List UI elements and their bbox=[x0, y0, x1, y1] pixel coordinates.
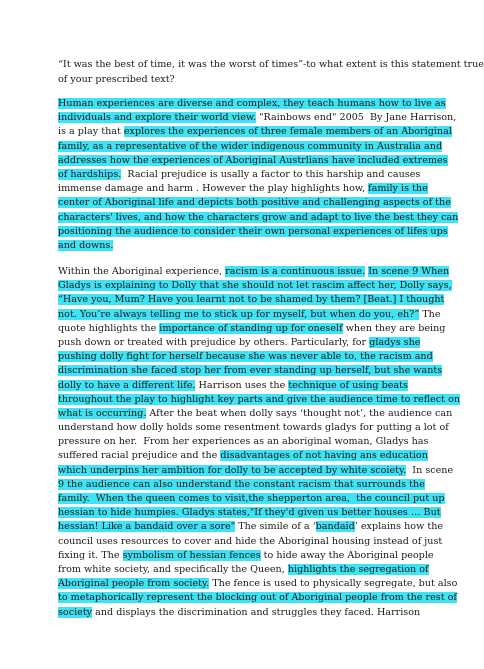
text-segment: of your prescribed text? bbox=[58, 73, 175, 85]
text-line bbox=[58, 293, 445, 307]
text-segment: Harrison uses the bbox=[195, 379, 289, 391]
highlighted-text: pushing dolly fight for herself because she was never able to, the racism and bbox=[58, 351, 433, 363]
text-line bbox=[58, 97, 446, 111]
text-line bbox=[58, 58, 484, 73]
text-line bbox=[58, 563, 438, 577]
highlighted-text: which underpins her ambition for dolly to be accepted by white scoiety. bbox=[58, 464, 407, 476]
text-line bbox=[58, 154, 448, 168]
text-line bbox=[58, 168, 438, 182]
highlighted-text: center of Aboriginal life and depicts both positive and challenging aspects of the bbox=[58, 197, 451, 209]
text-line bbox=[58, 492, 445, 506]
text-line bbox=[58, 308, 441, 322]
highlighted-text: throughout the play to highlight key parts and give the audience time to reflect on bbox=[58, 393, 461, 405]
text-line bbox=[58, 421, 449, 435]
highlighted-text: of hardships. bbox=[58, 168, 122, 180]
essay-paragraph-1 bbox=[58, 97, 459, 253]
highlighted-text: symbolism of hessian fences bbox=[122, 549, 261, 561]
text-segment: The bbox=[419, 308, 441, 320]
essay-question bbox=[58, 58, 484, 87]
text-segment: push down or treated with prejudice by others. Particularly, for bbox=[58, 336, 370, 348]
text-line bbox=[58, 140, 443, 154]
highlighted-text: individuals and explore their world view. bbox=[58, 112, 257, 124]
text-line bbox=[58, 239, 438, 253]
highlighted-text: “Have you, Mum? Have you learnt not to be shamed by them? [Beat.] I thought bbox=[58, 294, 445, 306]
text-segment: immense damage and harm . However the play highlights how, bbox=[58, 183, 369, 195]
text-segment: fixing it. The bbox=[58, 549, 123, 561]
text-segment: "Rainbows end" 2005 By Jane Harrison, bbox=[256, 112, 457, 124]
highlighted-text: what is occurring. bbox=[58, 407, 147, 419]
text-line bbox=[58, 478, 438, 492]
text-line bbox=[58, 73, 438, 88]
highlighted-text: highlights the segregation of bbox=[287, 563, 429, 575]
highlighted-text: technique of using beats bbox=[288, 379, 408, 391]
text-line bbox=[58, 435, 438, 449]
text-segment: is a play that bbox=[58, 126, 124, 138]
highlighted-text: positioning the audience to consider their own personal experiences of lifes ups bbox=[58, 225, 448, 237]
highlighted-text: dolly to have a different life. bbox=[58, 379, 196, 391]
highlighted-text: family. When the queen comes to visit,the shepperton area, the council put up bbox=[58, 493, 445, 504]
text-line bbox=[58, 577, 458, 591]
text-segment: to hide away the Aboriginal people bbox=[260, 549, 434, 561]
highlighted-text: addresses how the experiences of Aboriginal Austrlians have included extremes bbox=[58, 154, 448, 166]
text-segment: “It was the best of time, it was the worst of times”-to what extent is this statement true bbox=[58, 59, 484, 70]
highlighted-text: importance of standing up for oneself bbox=[159, 322, 343, 334]
text-line bbox=[58, 407, 453, 421]
text-line bbox=[58, 393, 461, 407]
text-line bbox=[58, 606, 438, 620]
text-segment: Racial prejudice is usally a factor to this harship and causes bbox=[121, 168, 421, 180]
highlighted-text: Gladys is explaining to Dolly that she should not let rascim affect her, Dolly says, bbox=[58, 280, 452, 292]
text-line bbox=[58, 182, 438, 196]
highlighted-text: family is the bbox=[368, 183, 428, 195]
highlighted-text: hessian! Like a bandaid over a sore" bbox=[58, 521, 236, 533]
text-segment: The fence is used to physically segregate, but also bbox=[209, 578, 458, 590]
highlighted-text: society bbox=[58, 606, 93, 618]
highlighted-text: and downs. bbox=[58, 239, 114, 251]
text-segment: and displays the discrimination and struggles they faced. Harrison bbox=[92, 606, 421, 618]
highlighted-text: 9 the audience can also understand the constant racism that surrounds the bbox=[58, 478, 425, 490]
text-line bbox=[58, 225, 448, 239]
text-line bbox=[58, 364, 443, 378]
text-segment: pressure on her. From her experiences as an aboriginal woman, Gladys has bbox=[58, 436, 429, 448]
text-segment: understand how dolly holds some resentment towards gladys for putting a lot of bbox=[58, 422, 449, 434]
text-line bbox=[58, 535, 443, 549]
text-line bbox=[58, 379, 438, 393]
highlighted-text: Aboriginal people from society. bbox=[58, 578, 210, 590]
highlighted-text: disadvantages of not having ans education bbox=[220, 450, 428, 462]
text-line bbox=[58, 196, 451, 210]
text-segment: After the beat when dolly says ‘thought not’, the audience can bbox=[146, 407, 453, 419]
text-line bbox=[58, 336, 438, 350]
text-segment: from white society, and specifically the Queen, bbox=[58, 563, 288, 575]
highlighted-text: not. You’re always telling me to stick up for myself, but when do you, eh?” bbox=[58, 308, 420, 320]
highlighted-text: discrimination she faced stop her from ever standing up herself, but she wants bbox=[58, 365, 443, 377]
highlighted-text: hessian to hide humpies. Gladys states,"If they'd given us better houses … But bbox=[58, 507, 441, 519]
text-line bbox=[58, 350, 438, 364]
text-line bbox=[58, 125, 452, 139]
text-segment: when they are being bbox=[342, 322, 446, 334]
highlighted-text: bandaid bbox=[315, 521, 355, 533]
text-segment: The simile of a ‘ bbox=[235, 521, 316, 533]
text-line bbox=[58, 449, 438, 463]
text-line bbox=[58, 506, 441, 520]
highlighted-text: Human experiences are diverse and complex, they teach humans how to live as bbox=[58, 98, 446, 109]
text-line bbox=[58, 265, 450, 279]
text-line bbox=[58, 211, 459, 225]
highlighted-text: to metaphorically represent the blocking out of Aboriginal people from the rest of bbox=[58, 592, 457, 604]
highlighted-text: racism is a continuous issue. bbox=[225, 266, 366, 277]
text-line bbox=[58, 549, 438, 563]
text-segment: suffered racial prejudice and the bbox=[58, 450, 221, 462]
highlighted-text: family, as a representative of the wider indigenous community in Australia and bbox=[58, 140, 443, 152]
text-segment: Within the Aboriginal experience, bbox=[58, 266, 226, 277]
text-line bbox=[58, 591, 457, 605]
highlighted-text: In scene 9 When bbox=[368, 266, 450, 277]
highlighted-text: explores the experiences of three female members of an Aboriginal bbox=[123, 126, 452, 138]
text-line bbox=[58, 322, 446, 336]
text-line bbox=[58, 279, 452, 293]
highlighted-text: characters' lives, and how the characters grow and adapt to live the best they can bbox=[58, 211, 459, 223]
text-line bbox=[58, 111, 457, 125]
text-segment: ’ explains how the bbox=[354, 521, 444, 533]
text-segment: council uses resources to cover and hide the Aboriginal housing instead of just bbox=[58, 535, 443, 547]
highlighted-text: gladys she bbox=[369, 336, 421, 348]
text-line bbox=[58, 464, 454, 478]
text-segment: In scene bbox=[406, 464, 454, 476]
text-line bbox=[58, 520, 444, 534]
essay-paragraph-2 bbox=[58, 265, 461, 620]
text-segment: quote highlights the bbox=[58, 322, 160, 334]
